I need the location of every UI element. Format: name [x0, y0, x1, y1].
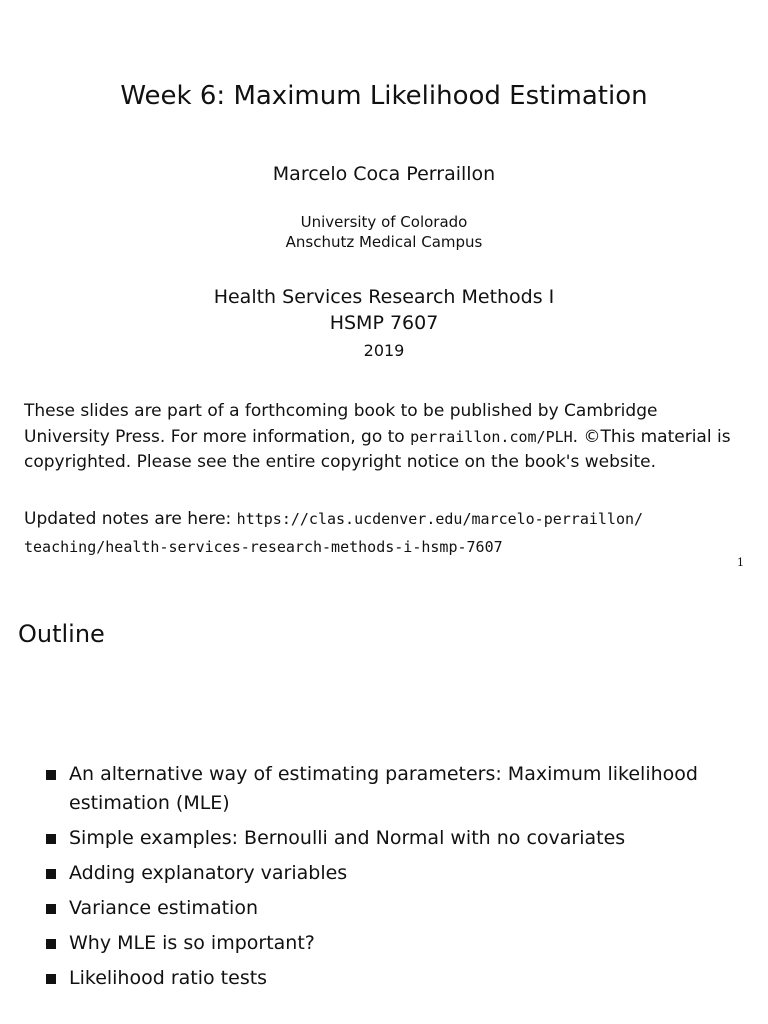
institution-line-1: University of Colorado — [300, 213, 468, 231]
list-item — [46, 964, 736, 993]
list-item — [46, 760, 736, 818]
list-item — [46, 894, 736, 923]
notice-text-end: . ©This material is copyrighted. Please see the entire copyright notice on the book's website. — [24, 426, 731, 472]
list-item-text: Why MLE is so important? — [69, 932, 315, 954]
copyright-notice — [24, 399, 744, 476]
slide-title: Week 6: Maximum Likelihood Estimation — [120, 81, 648, 111]
list-item-text: Adding explanatory variables — [69, 862, 348, 884]
author-name: Marcelo Coca Perraillon — [272, 163, 496, 185]
square-bullet-icon — [46, 904, 56, 914]
page-number: 1 — [737, 556, 744, 569]
square-bullet-icon — [46, 869, 56, 879]
course-code: HSMP 7607 — [329, 312, 439, 334]
institution-line-2: Anschutz Medical Campus — [285, 233, 483, 251]
outline-slide — [0, 580, 768, 1024]
square-bullet-icon — [46, 974, 56, 984]
notice-text: These slides are part of a forthcoming book to be published by Cambridge University Press. For more information, go to — [24, 401, 658, 447]
square-bullet-icon — [46, 834, 56, 844]
book-link[interactable]: perraillon.com/PLH — [410, 427, 573, 446]
notes-url-line-1[interactable]: https://clas.ucdenver.edu/marcelo-perraillon/ — [236, 510, 644, 528]
list-item-text: Variance estimation — [69, 897, 258, 919]
year: 2019 — [363, 341, 405, 360]
list-item — [46, 824, 736, 853]
outline-list — [46, 760, 736, 999]
outline-title: Outline — [18, 620, 105, 648]
updated-label: Updated notes are here: — [24, 509, 237, 529]
institution — [0, 212, 768, 252]
list-item-text: Likelihood ratio tests — [69, 967, 268, 989]
square-bullet-icon — [46, 939, 56, 949]
course-name: Health Services Research Methods I — [213, 286, 555, 308]
list-item — [46, 929, 736, 958]
list-item-text: Simple examples: Bernoulli and Normal with no covariates — [69, 827, 626, 849]
updated-notes — [24, 505, 754, 561]
course-info — [0, 284, 768, 336]
list-item-text: An alternative way of estimating parameters: Maximum likelihood estimation (MLE) — [69, 763, 698, 814]
notes-url-line-2[interactable]: teaching/health-services-research-methods-i-hsmp-7607 — [24, 538, 503, 556]
list-item — [46, 859, 736, 888]
square-bullet-icon — [46, 770, 56, 780]
